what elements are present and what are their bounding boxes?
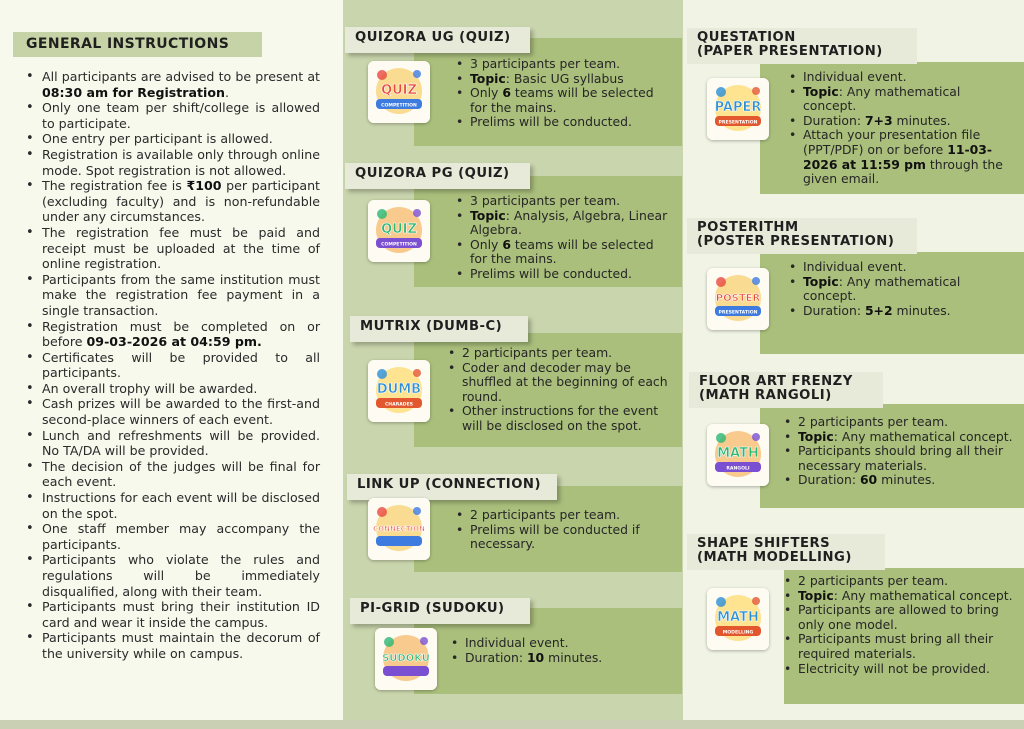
- icon-title-text: CONNECTION: [373, 525, 425, 533]
- list-item: [22, 272, 320, 319]
- list-item: [22, 131, 320, 147]
- list-item: [452, 115, 674, 130]
- emphasis-text: 6: [502, 236, 511, 252]
- emphasis-text: Topic: [798, 587, 834, 603]
- item-text: Registration is available only through online mode. Spot registration is not allowed.: [42, 146, 320, 178]
- item-text: Other instructions for the event will be disclosed on the spot.: [462, 403, 659, 433]
- item-text: One staff member may accompany the participants.: [42, 521, 320, 552]
- quiz-icon: [368, 200, 430, 262]
- list-item: [780, 603, 1016, 632]
- general-instructions-list: [22, 69, 320, 662]
- list-item: [452, 86, 674, 115]
- item-text: 2 participants per team.: [462, 345, 613, 360]
- item-text: : Any mathematical concept.: [803, 273, 961, 304]
- icon-title-text: PAPER: [714, 100, 762, 115]
- mutrix-details: [444, 346, 676, 434]
- posterithm-title-line1: POSTERITHM: [697, 220, 799, 235]
- emphasis-text: 11-03-2026 at 11:59 pm: [803, 141, 993, 172]
- quizora-ug-title: QUIZORA UG (QUIZ): [345, 27, 530, 53]
- item-text: An overall trophy will be awarded.: [42, 380, 258, 396]
- floor-art-title-line1: FLOOR ART FRENZY: [699, 374, 853, 389]
- list-item: [22, 490, 320, 521]
- item-text: Participants must maintain the decorum of the university while on campus.: [42, 630, 320, 661]
- item-text: Registration must be completed on or before: [42, 318, 320, 350]
- emphasis-text: Topic: [803, 273, 839, 289]
- emphasis-text: ₹100: [186, 178, 222, 194]
- quizora-ug-details: [452, 57, 674, 130]
- quiz-icon: [368, 61, 430, 123]
- item-text: All participants are advised to be present at: [42, 69, 320, 84]
- icon-graphic: [707, 588, 769, 650]
- item-text: teams will be selected for the mains.: [470, 85, 654, 115]
- list-item: [22, 381, 320, 397]
- item-text: : Analysis, Algebra, Linear Algebra.: [470, 207, 668, 238]
- list-item: [22, 521, 320, 552]
- item-text: through the given email.: [803, 156, 1003, 187]
- list-item: [785, 85, 1015, 114]
- shape-shifters-title-line2: (MATH MODELLING): [697, 550, 852, 565]
- emphasis-text: 6: [502, 85, 511, 101]
- icon-title-text: QUIZ: [381, 83, 417, 98]
- bottom-edge: [0, 720, 1024, 729]
- icon-subtitle-text: CHARADES: [384, 402, 414, 408]
- floor-art-title: [689, 372, 883, 408]
- poster-icon: [707, 268, 769, 330]
- icon-graphic: [368, 498, 430, 560]
- sudoku-icon: [375, 628, 437, 690]
- list-item: [22, 319, 320, 350]
- item-text: Instructions for each event will be disclosed on the spot.: [42, 490, 320, 521]
- icon-graphic: [707, 424, 769, 486]
- quizora-pg-title: QUIZORA PG (QUIZ): [345, 163, 530, 189]
- icon-title-text: DUMB: [376, 382, 422, 397]
- list-item: [780, 574, 1016, 589]
- item-text: The decision of the judges will be final for each event.: [42, 458, 320, 490]
- posterithm-details: [785, 260, 1015, 318]
- item-text: Individual event.: [465, 635, 569, 650]
- icon-graphic: [368, 360, 430, 422]
- list-item: [444, 361, 676, 405]
- item-text: Certificates will be provided to all participants.: [42, 349, 320, 381]
- icon-title-text: MATH: [717, 446, 759, 461]
- list-item: [785, 275, 1015, 304]
- icon-title-text: SUDOKU: [382, 653, 430, 664]
- emphasis-text: Topic: [470, 70, 506, 86]
- item-text: Participants must bring their institution ID card and wear it inside the campus.: [42, 599, 320, 630]
- list-item: [780, 589, 1016, 604]
- list-item: [452, 267, 674, 282]
- list-item: [22, 552, 320, 599]
- icon-graphic: [707, 268, 769, 330]
- list-item: [452, 508, 674, 523]
- list-item: [22, 69, 320, 100]
- charades-icon: [368, 360, 430, 422]
- link-up-details: [452, 508, 674, 552]
- floor-art-details: [780, 415, 1016, 488]
- list-item: [785, 128, 1015, 186]
- posterithm-title: [687, 218, 917, 254]
- list-item: [780, 430, 1016, 445]
- item-text: 2 participants per team.: [798, 573, 949, 588]
- list-item: [22, 225, 320, 272]
- general-instructions-title: GENERAL INSTRUCTIONS: [13, 32, 262, 57]
- list-item: [447, 636, 669, 651]
- list-item: [22, 630, 320, 661]
- item-text: Prelims will be conducted if necessary.: [470, 521, 640, 552]
- item-text: Coder and decoder may be shuffled at the beginning of each round.: [462, 359, 668, 404]
- modelling-icon: [707, 588, 769, 650]
- list-item: [22, 599, 320, 630]
- list-item: [22, 147, 320, 178]
- list-item: [780, 473, 1016, 488]
- pi-grid-title: PI-GRID (SUDOKU): [350, 598, 530, 624]
- emphasis-text: 10: [526, 649, 545, 665]
- item-text: Participants who violate the rules and regulations will be immediately disqualified, along with their team.: [42, 552, 320, 599]
- list-item: [452, 523, 674, 552]
- emphasis-text: Topic: [470, 207, 506, 223]
- list-item: [785, 260, 1015, 275]
- item-text: minutes.: [892, 112, 951, 128]
- posterithm-title-line2: (POSTER PRESENTATION): [697, 234, 895, 249]
- item-text: teams will be selected for the mains.: [470, 236, 654, 267]
- item-text: : Any mathematical concept.: [833, 587, 1013, 603]
- list-item: [444, 404, 676, 433]
- list-item: [452, 209, 674, 238]
- item-text: per participant (excluding faculty) and is non-refundable under any circumstances.: [42, 178, 320, 225]
- icon-title-text: MATH: [717, 610, 759, 625]
- icon-subtitle-text: RANGOLI: [726, 466, 750, 472]
- item-text: 3 participants per team.: [470, 56, 621, 71]
- item-text: The registration fee is: [42, 178, 187, 194]
- emphasis-text: 7+3: [864, 112, 893, 128]
- item-text: 3 participants per team.: [470, 193, 621, 208]
- item-text: Electricity will not be provided.: [798, 660, 990, 676]
- shape-shifters-title-line1: SHAPE SHIFTERS: [697, 536, 831, 551]
- item-text: Prelims will be conducted.: [470, 114, 632, 130]
- item-text: Individual event.: [803, 69, 907, 84]
- item-text: One entry per participant is allowed.: [42, 131, 273, 147]
- questation-title-line1: QUESTATION: [697, 30, 796, 45]
- list-item: [447, 651, 669, 666]
- item-text: minutes.: [892, 302, 951, 318]
- item-text: Cash prizes will be awarded to the first-and second-place winners of each event.: [42, 396, 320, 428]
- questation-details: [785, 70, 1015, 187]
- item-text: Attach your presentation file (PPT/PDF) on or before: [803, 127, 981, 157]
- item-text: : Any mathematical concept.: [803, 83, 961, 114]
- item-text: Duration:: [803, 302, 865, 318]
- item-text: Only: [470, 85, 503, 101]
- item-text: : Any mathematical concept.: [833, 428, 1013, 444]
- icon-subtitle-text: MODELLING: [722, 630, 754, 636]
- icon-subtitle-text: COMPETITION: [381, 103, 417, 109]
- shape-shifters-title: [687, 534, 885, 570]
- paper-icon: [707, 78, 769, 140]
- item-text: Participants must bring all their required materials.: [798, 631, 994, 661]
- emphasis-text: 60: [859, 472, 878, 488]
- list-item: [22, 100, 320, 131]
- emphasis-text: 08:30 am for Registration: [42, 84, 225, 100]
- emphasis-text: Topic: [803, 83, 839, 99]
- item-text: : Basic UG syllabus: [505, 70, 624, 86]
- list-item: [452, 72, 674, 87]
- list-item: [444, 346, 676, 361]
- icon-subtitle-text: PRESENTATION: [718, 120, 758, 126]
- list-item: [785, 70, 1015, 85]
- icon-title-text: QUIZ: [381, 222, 417, 237]
- item-text: Participants are allowed to bring only one model.: [798, 602, 999, 632]
- mutrix-title: MUTRIX (DUMB-C): [350, 316, 528, 342]
- item-text: Individual event.: [803, 259, 907, 274]
- item-text: Participants from the same institution must make the registration fee payment in a single transaction.: [42, 271, 320, 318]
- emphasis-text: Topic: [798, 428, 834, 444]
- list-item: [22, 178, 320, 225]
- floor-art-title-line2: (MATH RANGOLI): [699, 388, 832, 403]
- shape-shifters-details: [780, 574, 1016, 676]
- connection-icon: [368, 498, 430, 560]
- icon-subtitle-text: COMPETITION: [381, 242, 417, 248]
- item-text: 2 participants per team.: [798, 414, 949, 429]
- icon-graphic: [375, 628, 437, 690]
- list-item: [780, 662, 1016, 677]
- list-item: [780, 415, 1016, 430]
- item-text: Duration:: [798, 472, 860, 488]
- list-item: [780, 632, 1016, 661]
- list-item: [452, 57, 674, 72]
- item-text: Prelims will be conducted.: [470, 265, 632, 281]
- list-item: [452, 194, 674, 209]
- item-text: 2 participants per team.: [470, 507, 621, 522]
- emphasis-text: 5+2: [864, 302, 893, 318]
- list-item: [785, 114, 1015, 129]
- item-text: Duration:: [803, 112, 865, 128]
- list-item: [452, 238, 674, 267]
- icon-graphic: [707, 78, 769, 140]
- rangoli-icon: [707, 424, 769, 486]
- questation-title-line2: (PAPER PRESENTATION): [697, 44, 883, 59]
- list-item: [22, 350, 320, 381]
- list-item: [785, 304, 1015, 319]
- link-up-title: LINK UP (CONNECTION): [347, 474, 557, 500]
- item-text: Lunch and refreshments will be provided. No TA/DA will be provided.: [42, 427, 320, 459]
- pi-grid-details: [447, 636, 669, 665]
- emphasis-text: 09-03-2026 at 04:59 pm.: [86, 334, 262, 350]
- item-text: .: [224, 84, 229, 100]
- item-text: Duration:: [465, 649, 527, 665]
- item-text: Only one team per shift/college is allowed to participate.: [42, 100, 320, 131]
- list-item: [780, 444, 1016, 473]
- questation-title: [687, 28, 917, 64]
- icon-graphic: [368, 200, 430, 262]
- list-item: [22, 428, 320, 459]
- item-text: minutes.: [877, 472, 936, 488]
- icon-title-text: POSTER: [715, 293, 761, 304]
- item-text: minutes.: [544, 649, 603, 665]
- item-text: Participants should bring all their necessary materials.: [798, 443, 1004, 473]
- icon-subtitle-text: PRESENTATION: [718, 310, 758, 316]
- list-item: [22, 396, 320, 427]
- list-item: [22, 459, 320, 490]
- icon-graphic: [368, 61, 430, 123]
- item-text: The registration fee must be paid and receipt must be uploaded at the time of online registration.: [42, 224, 320, 272]
- quizora-pg-details: [452, 194, 674, 282]
- item-text: Only: [470, 236, 503, 252]
